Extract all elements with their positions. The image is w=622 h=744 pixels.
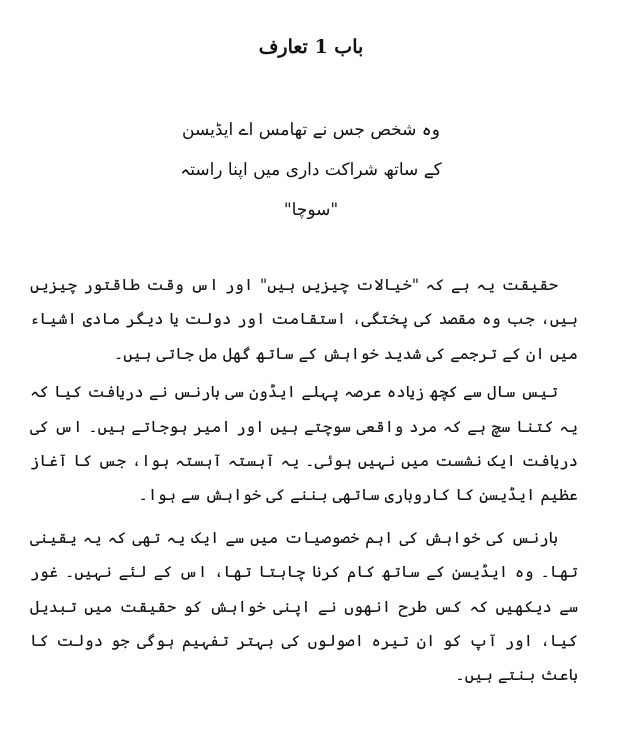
paragraph: حقیقت یہ ہے کہ "خیالات چیزیں ہیں" اور اس وقت طاقتور چیزیں ہیں، جب وہ مقصد کی پختگی، استقامت اور دولت یا دیگر مادی اشیاء میں ان کے ترجمے کی شدید خواہش کے ساتھ گھل مل جاتی ہیں۔ <box>30 275 578 363</box>
subtitle-line: وہ شخص جس نے تھامس اے ایڈیسن <box>182 120 440 140</box>
paragraph: تیس سال سے کچھ زیادہ عرصہ پہلے ایڈون سی بارنس نے دریافت کیا کہ یہ کتنا سچ ہے کہ مرد واقعی سوچتے ہیں اور امیر ہوجاتے ہیں۔ اس کی دریافت ایک نشست میں نہیں ہوئی۔ یہ آہستہ آہستہ ہوا، جس کا آغاز عظیم ایڈیسن کا کاروباری ساتھی بننے کی خواہش سے ہوا۔ <box>30 382 578 505</box>
body-text <box>30 268 578 693</box>
subtitle-line: کے ساتھ شراکت داری میں اپنا راستہ <box>180 160 442 180</box>
chapter-title: باب 1 تعارف <box>258 36 364 58</box>
chapter-subtitle <box>0 110 622 230</box>
subtitle-line: "سوچا" <box>283 200 339 220</box>
paragraph: بارنس کی خواہش کی اہم خصوصیات میں سے ایک یہ تھی کہ یہ یقینی تھا۔ وہ ایڈیسن کے ساتھ کام کرنا چاہتا تھا، اس کے لئے نہیں۔ غور سے دیکھیں کہ کس طرح انھوں نے اپنی خواہش کو حقیقت میں تبدیل کیا، اور آپ کو ان تیرہ اصولوں کی بہتر تفہیم ہوگی جو دولت کا باعث بنتے ہیں۔ <box>30 527 578 685</box>
